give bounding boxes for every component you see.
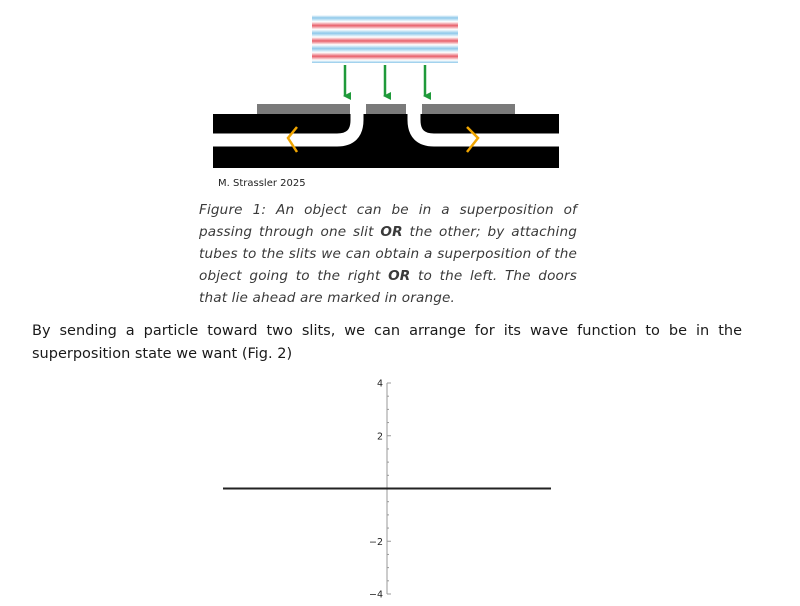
y-tick-label: 4 <box>376 378 383 390</box>
caption-part-3: to the left. The doors that lie ahead are marked in orange. <box>199 268 577 306</box>
caption-or-2: OR <box>388 268 411 284</box>
caption-or-1: OR <box>380 224 403 240</box>
figure-credit: M. Strassler 2025 <box>218 178 306 189</box>
y-tick-label: −4 <box>368 589 383 601</box>
body-paragraph: By sending a particle toward two slits, we can arrange for its wave function to be in the superposition state we want (Fig. 2) <box>32 323 742 362</box>
caption-part-1: Figure 1: An object can be in a superposition of passing through one slit <box>199 202 577 240</box>
caption-part-2: the other; by attaching tubes to the slits we can obtain a superposition of the object going to the right <box>199 224 578 284</box>
y-tick-label: −2 <box>368 536 383 548</box>
y-tick-label: 2 <box>376 431 383 443</box>
